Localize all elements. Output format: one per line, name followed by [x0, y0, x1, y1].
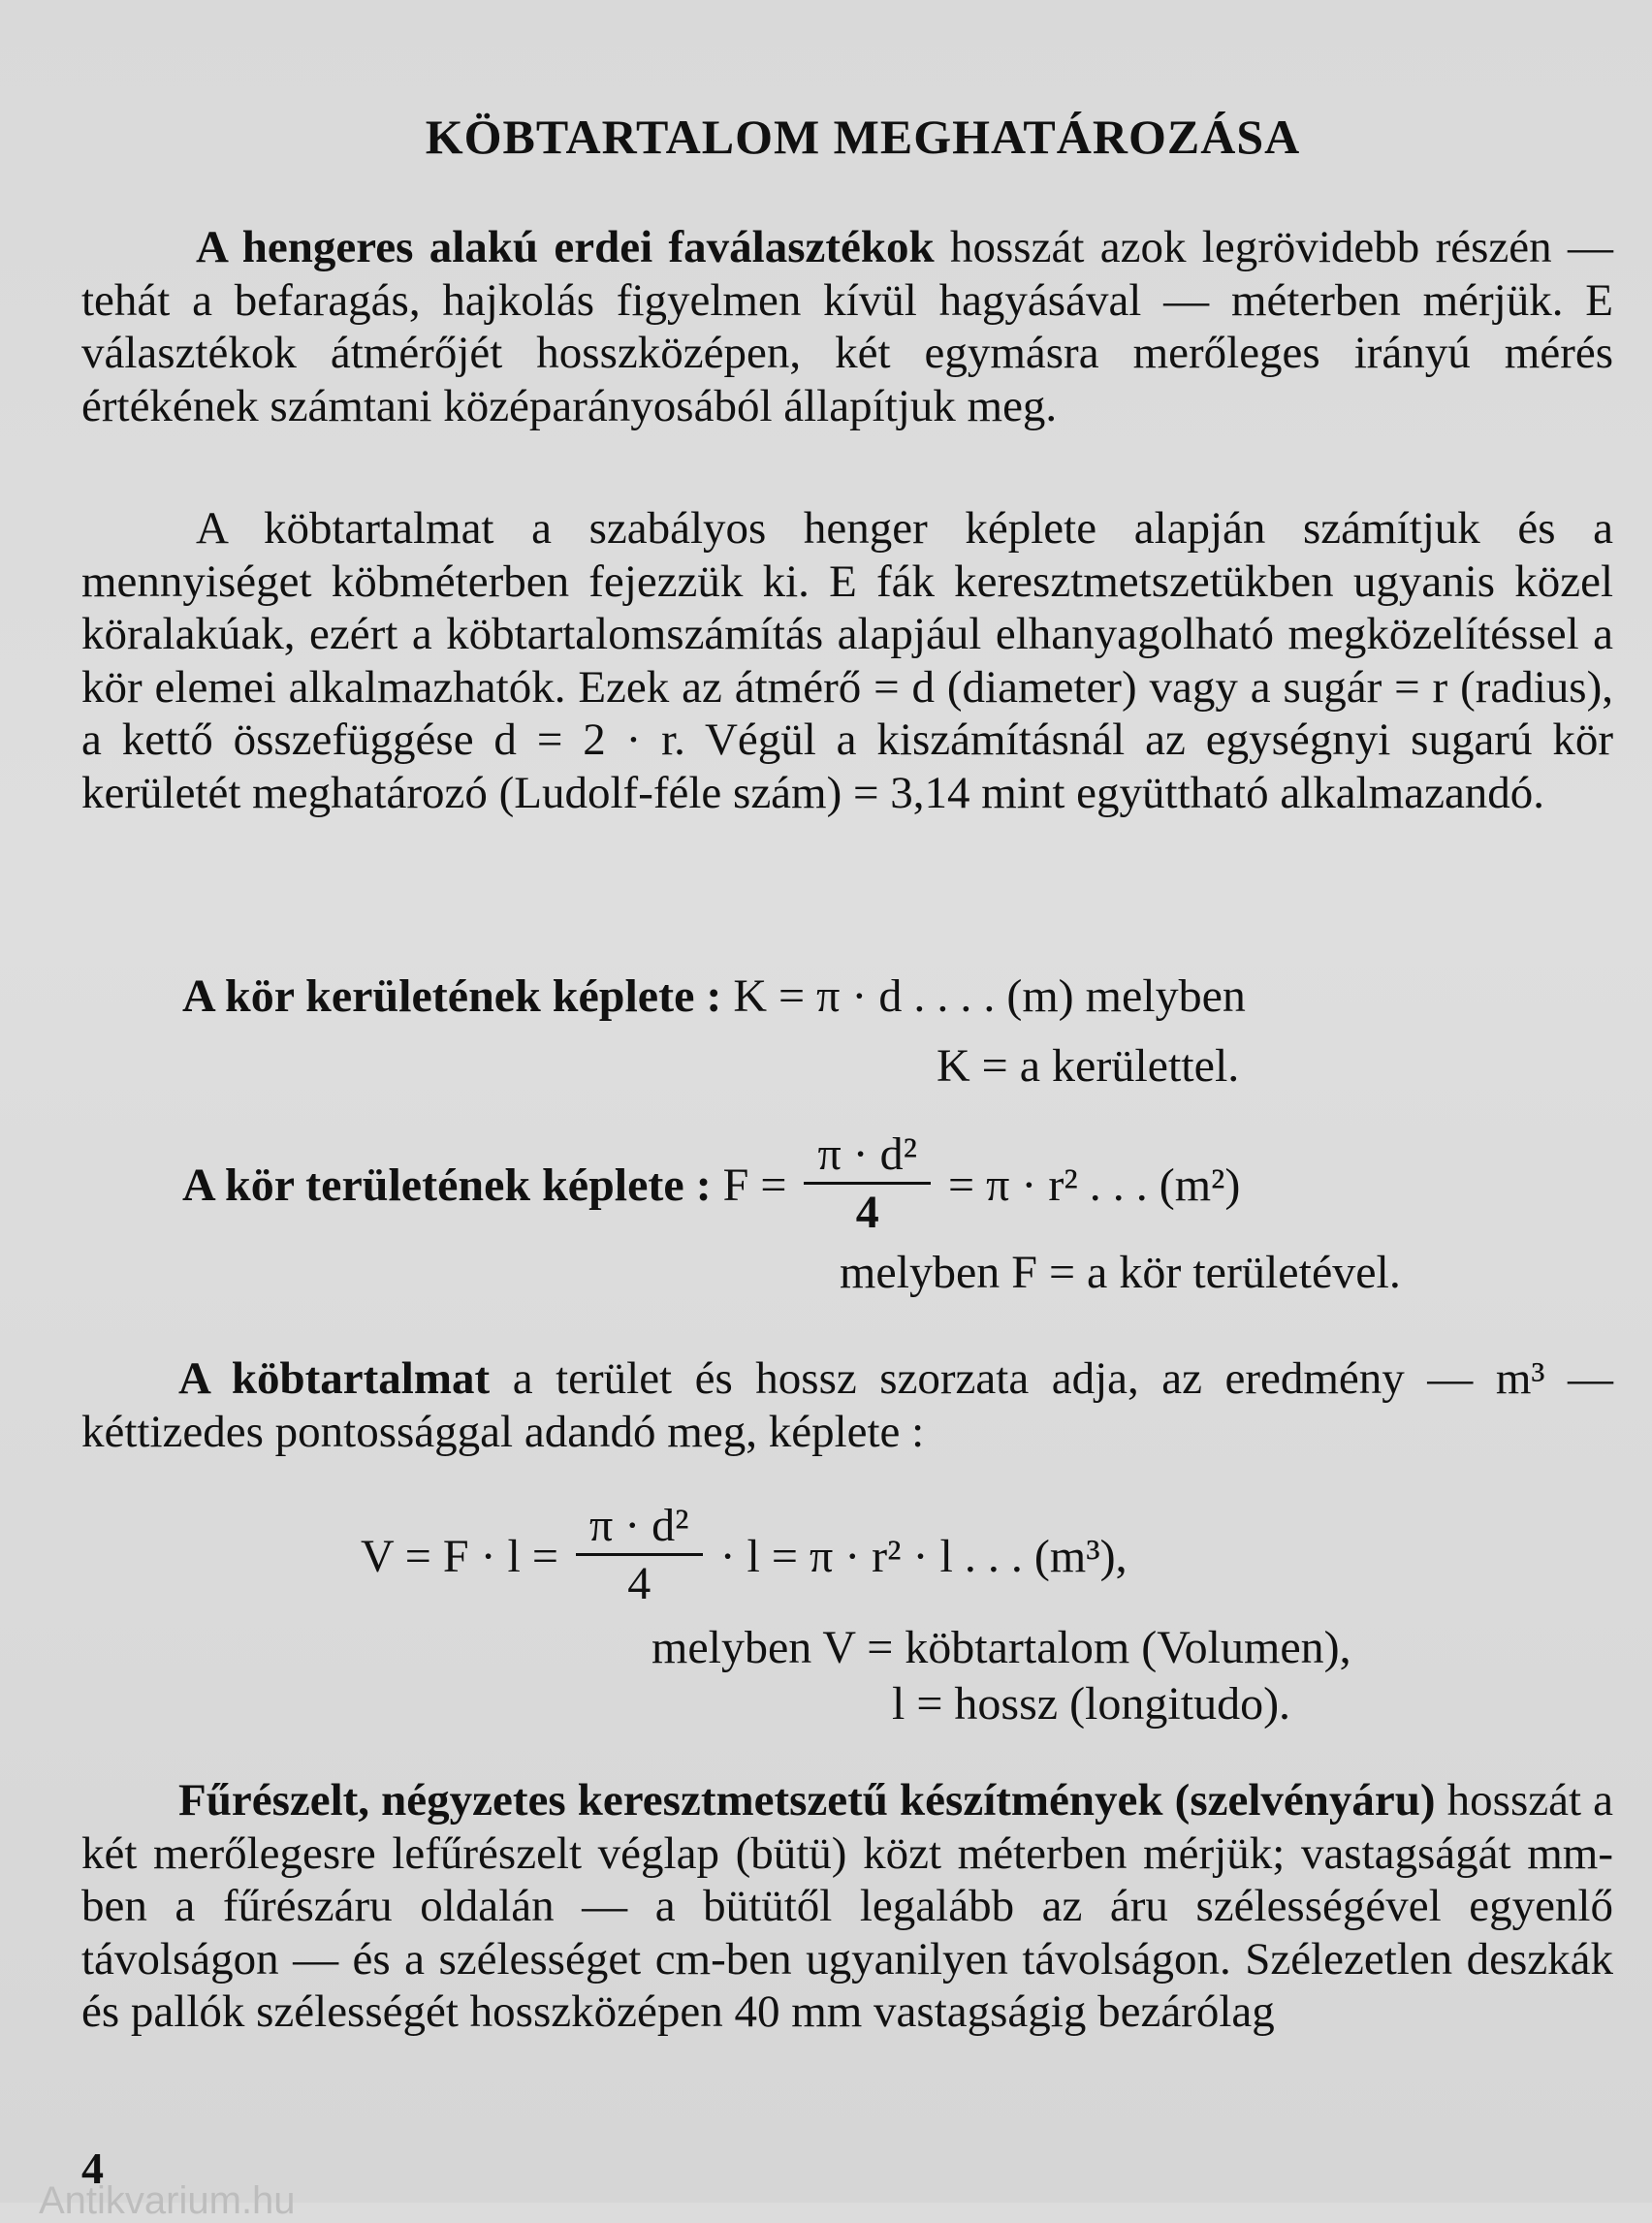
- paragraph-volume: [81, 1352, 1613, 1458]
- volume-formula-line: [361, 1501, 1128, 1612]
- circumference-label: A kör kerületének képlete :: [182, 970, 722, 1022]
- area-fraction: [804, 1129, 931, 1241]
- volume-note-1: melyben V = köbtartalom (Volumen),: [651, 1622, 1351, 1673]
- area-denominator: 4: [855, 1187, 879, 1238]
- page-number: 4: [81, 2144, 104, 2193]
- volume-note-2: l = hossz (longitudo).: [892, 1678, 1291, 1730]
- paragraph-intro-text: hosszát azok legrövidebb részén — tehát a befaragás, hajkolás figyelmen kívül hagyásával — méterben mérjük. E választékok átmérőjét hosszközépen, két egymásra merőleges irányú mérés értékének számtani középarányosából állapítjuk meg.: [81, 222, 1613, 431]
- paragraph-volume-text: a terület és hossz szorzata adja, az eredmény — m³ — kéttizedes pontossággal adandó meg, képlete :: [81, 1353, 1613, 1457]
- paragraph-intro: [81, 221, 1613, 432]
- paragraph-sawn-timber: [81, 1774, 1613, 2039]
- area-note: melyben F = a kör területével.: [840, 1247, 1401, 1298]
- volume-fraction: [576, 1501, 703, 1612]
- watermark: Antikvarium.hu: [39, 2179, 296, 2222]
- area-label: A kör területének képlete :: [182, 1159, 712, 1211]
- circumference-note: K = a kerülettel.: [937, 1040, 1240, 1092]
- area-lhs: F =: [722, 1159, 787, 1211]
- paragraph-intro-bold: A hengeres alakú erdei faválasztékok: [196, 222, 935, 272]
- volume-rhs: · l = π · r² · l . . . (m³),: [719, 1531, 1128, 1582]
- paragraph-sawn-timber-bold: Fűrészelt, négyzetes keresztmetszetű készítmények (szelvényáru): [178, 1775, 1436, 1826]
- volume-numerator: π · d²: [576, 1501, 703, 1556]
- paragraph-volume-bold: A köbtartalmat: [178, 1353, 491, 1404]
- circumference-formula: K = π · d . . . . (m) melyben: [733, 970, 1246, 1022]
- area-formula-line: [182, 1129, 1240, 1241]
- volume-lhs: V = F · l =: [361, 1531, 558, 1582]
- paragraph-sawn-timber-text: hosszát a két merőlegesre lefűrészelt véglap (bütü) közt méterben mérjük; vastagságát mm-ben a fűrészáru oldalán — a bütütől legalább az áru szélességével egyenlő távolságon — és a szélességet cm-ben ugyanilyen távolságon. Szélezetlen deszkák és pallók szélességét hosszközépen 40 mm vastagságig bezárólag: [81, 1775, 1613, 2037]
- volume-denominator: 4: [627, 1558, 651, 1609]
- paragraph-volume-method: A köbtartalmat a szabályos henger képlete alapján számítjuk és a mennyiséget köbméterben fejezzük ki. E fák keresztmetszetükben ugyanis közel köralakúak, ezért a köbtartalomszámítás alapjául elhanyagolható megközelítéssel a kör elemei alkalmazhatók. Ezek az átmérő = d (diameter) vagy a sugár = r (radius), a kettő összefüggése d = 2 · r. Végül a kiszámításnál az egységnyi sugarú kör kerületét meghatározó (Ludolf-féle szám) = 3,14 mint együttható alkalmazandó.: [81, 503, 1613, 818]
- area-rhs: = π · r² . . . (m²): [948, 1159, 1241, 1211]
- area-numerator: π · d²: [804, 1129, 931, 1185]
- circumference-formula-line: [182, 969, 1246, 1023]
- page-title: KÖBTARTALOM MEGHATÁROZÁSA: [425, 110, 1301, 164]
